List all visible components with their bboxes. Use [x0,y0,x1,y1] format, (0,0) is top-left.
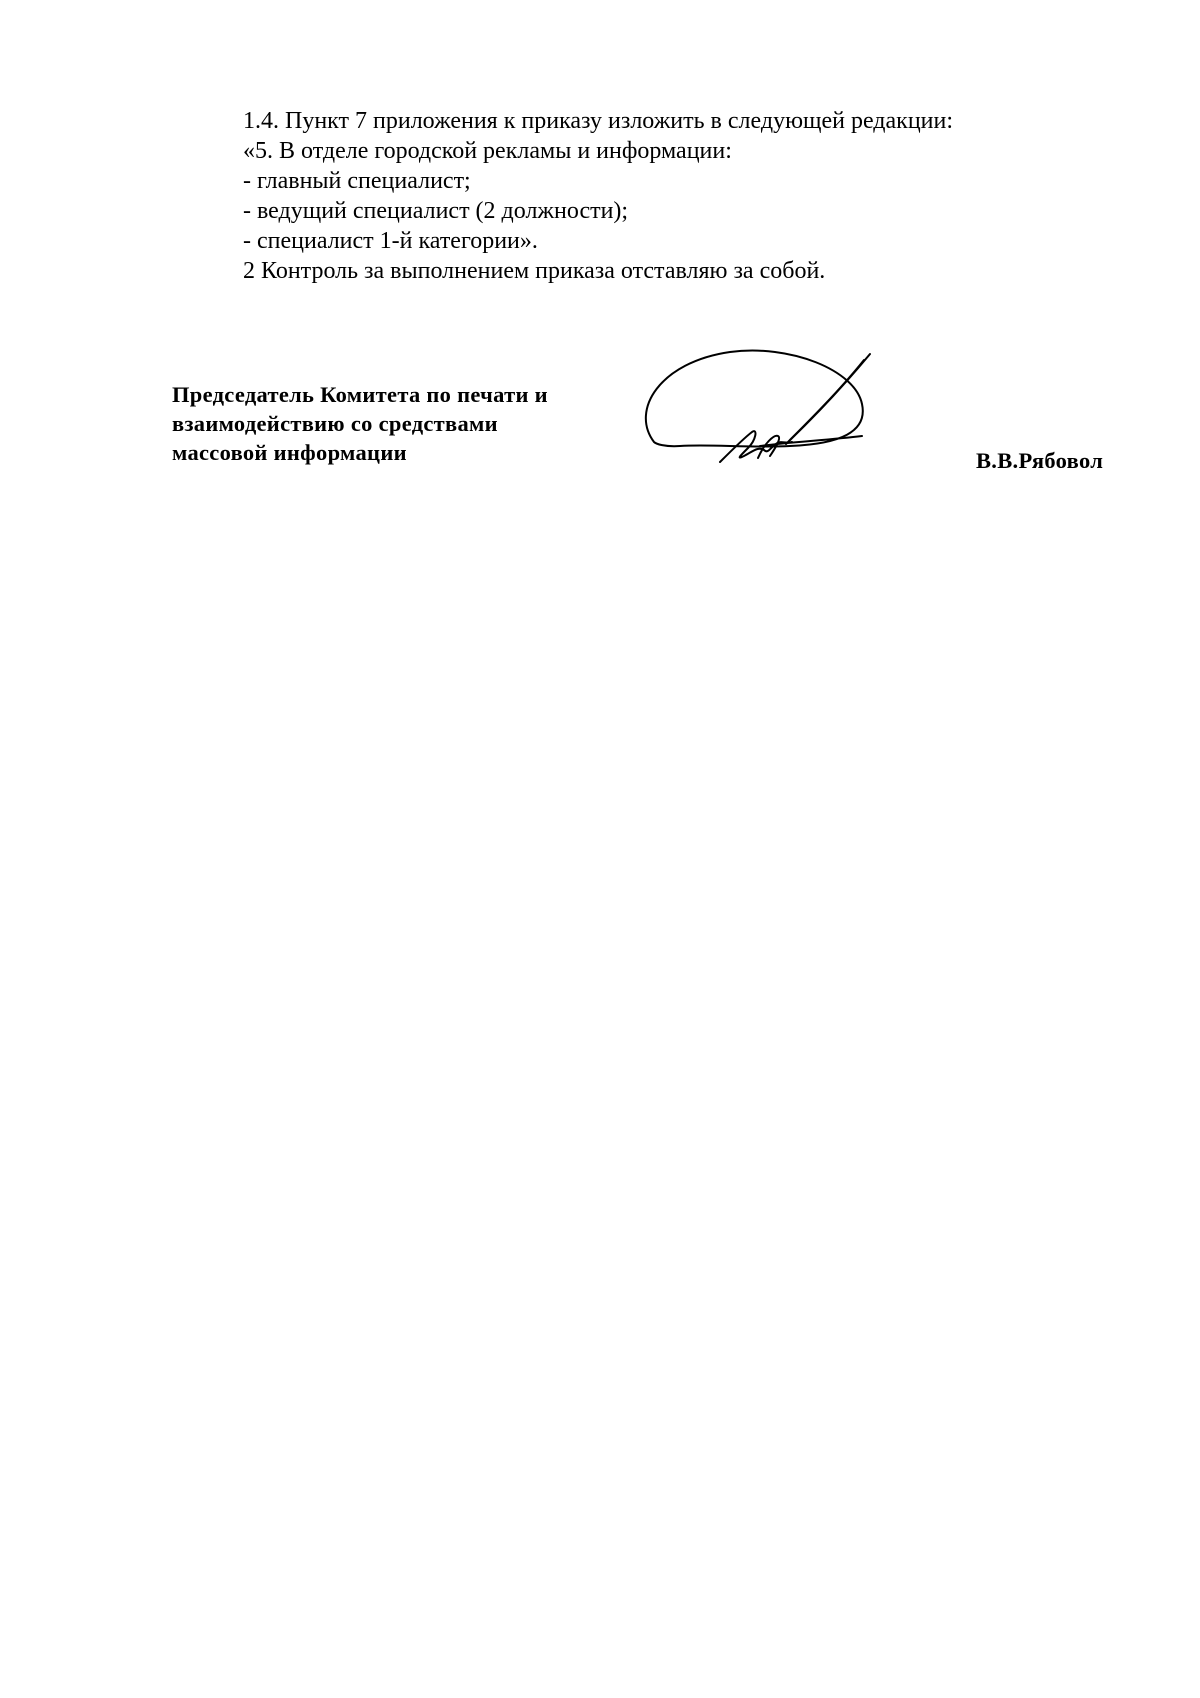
paragraph-line: «5. В отделе городской рекламы и информации: [243,138,732,164]
paragraph-line: - ведущий специалист (2 должности); [243,198,629,224]
paragraph-line: 2 Контроль за выполнением приказа отставляю за собой. [243,258,826,284]
paragraph-line: - специалист 1-й категории». [243,228,538,254]
signature-icon [640,340,880,480]
signer-position-line: взаимодействию со средствами [172,411,498,436]
signer-position-line: Председатель Комитета по печати и [172,382,548,407]
signer-position [172,380,622,467]
paragraph-line: - главный специалист; [243,168,471,194]
signer-position-line: массовой информации [172,440,407,465]
signer-name: В.В.Рябовол [976,448,1104,473]
paragraph-line: 1.4. Пункт 7 приложения к приказу изложить в следующей редакции: [243,108,954,134]
document-body [243,106,1123,286]
